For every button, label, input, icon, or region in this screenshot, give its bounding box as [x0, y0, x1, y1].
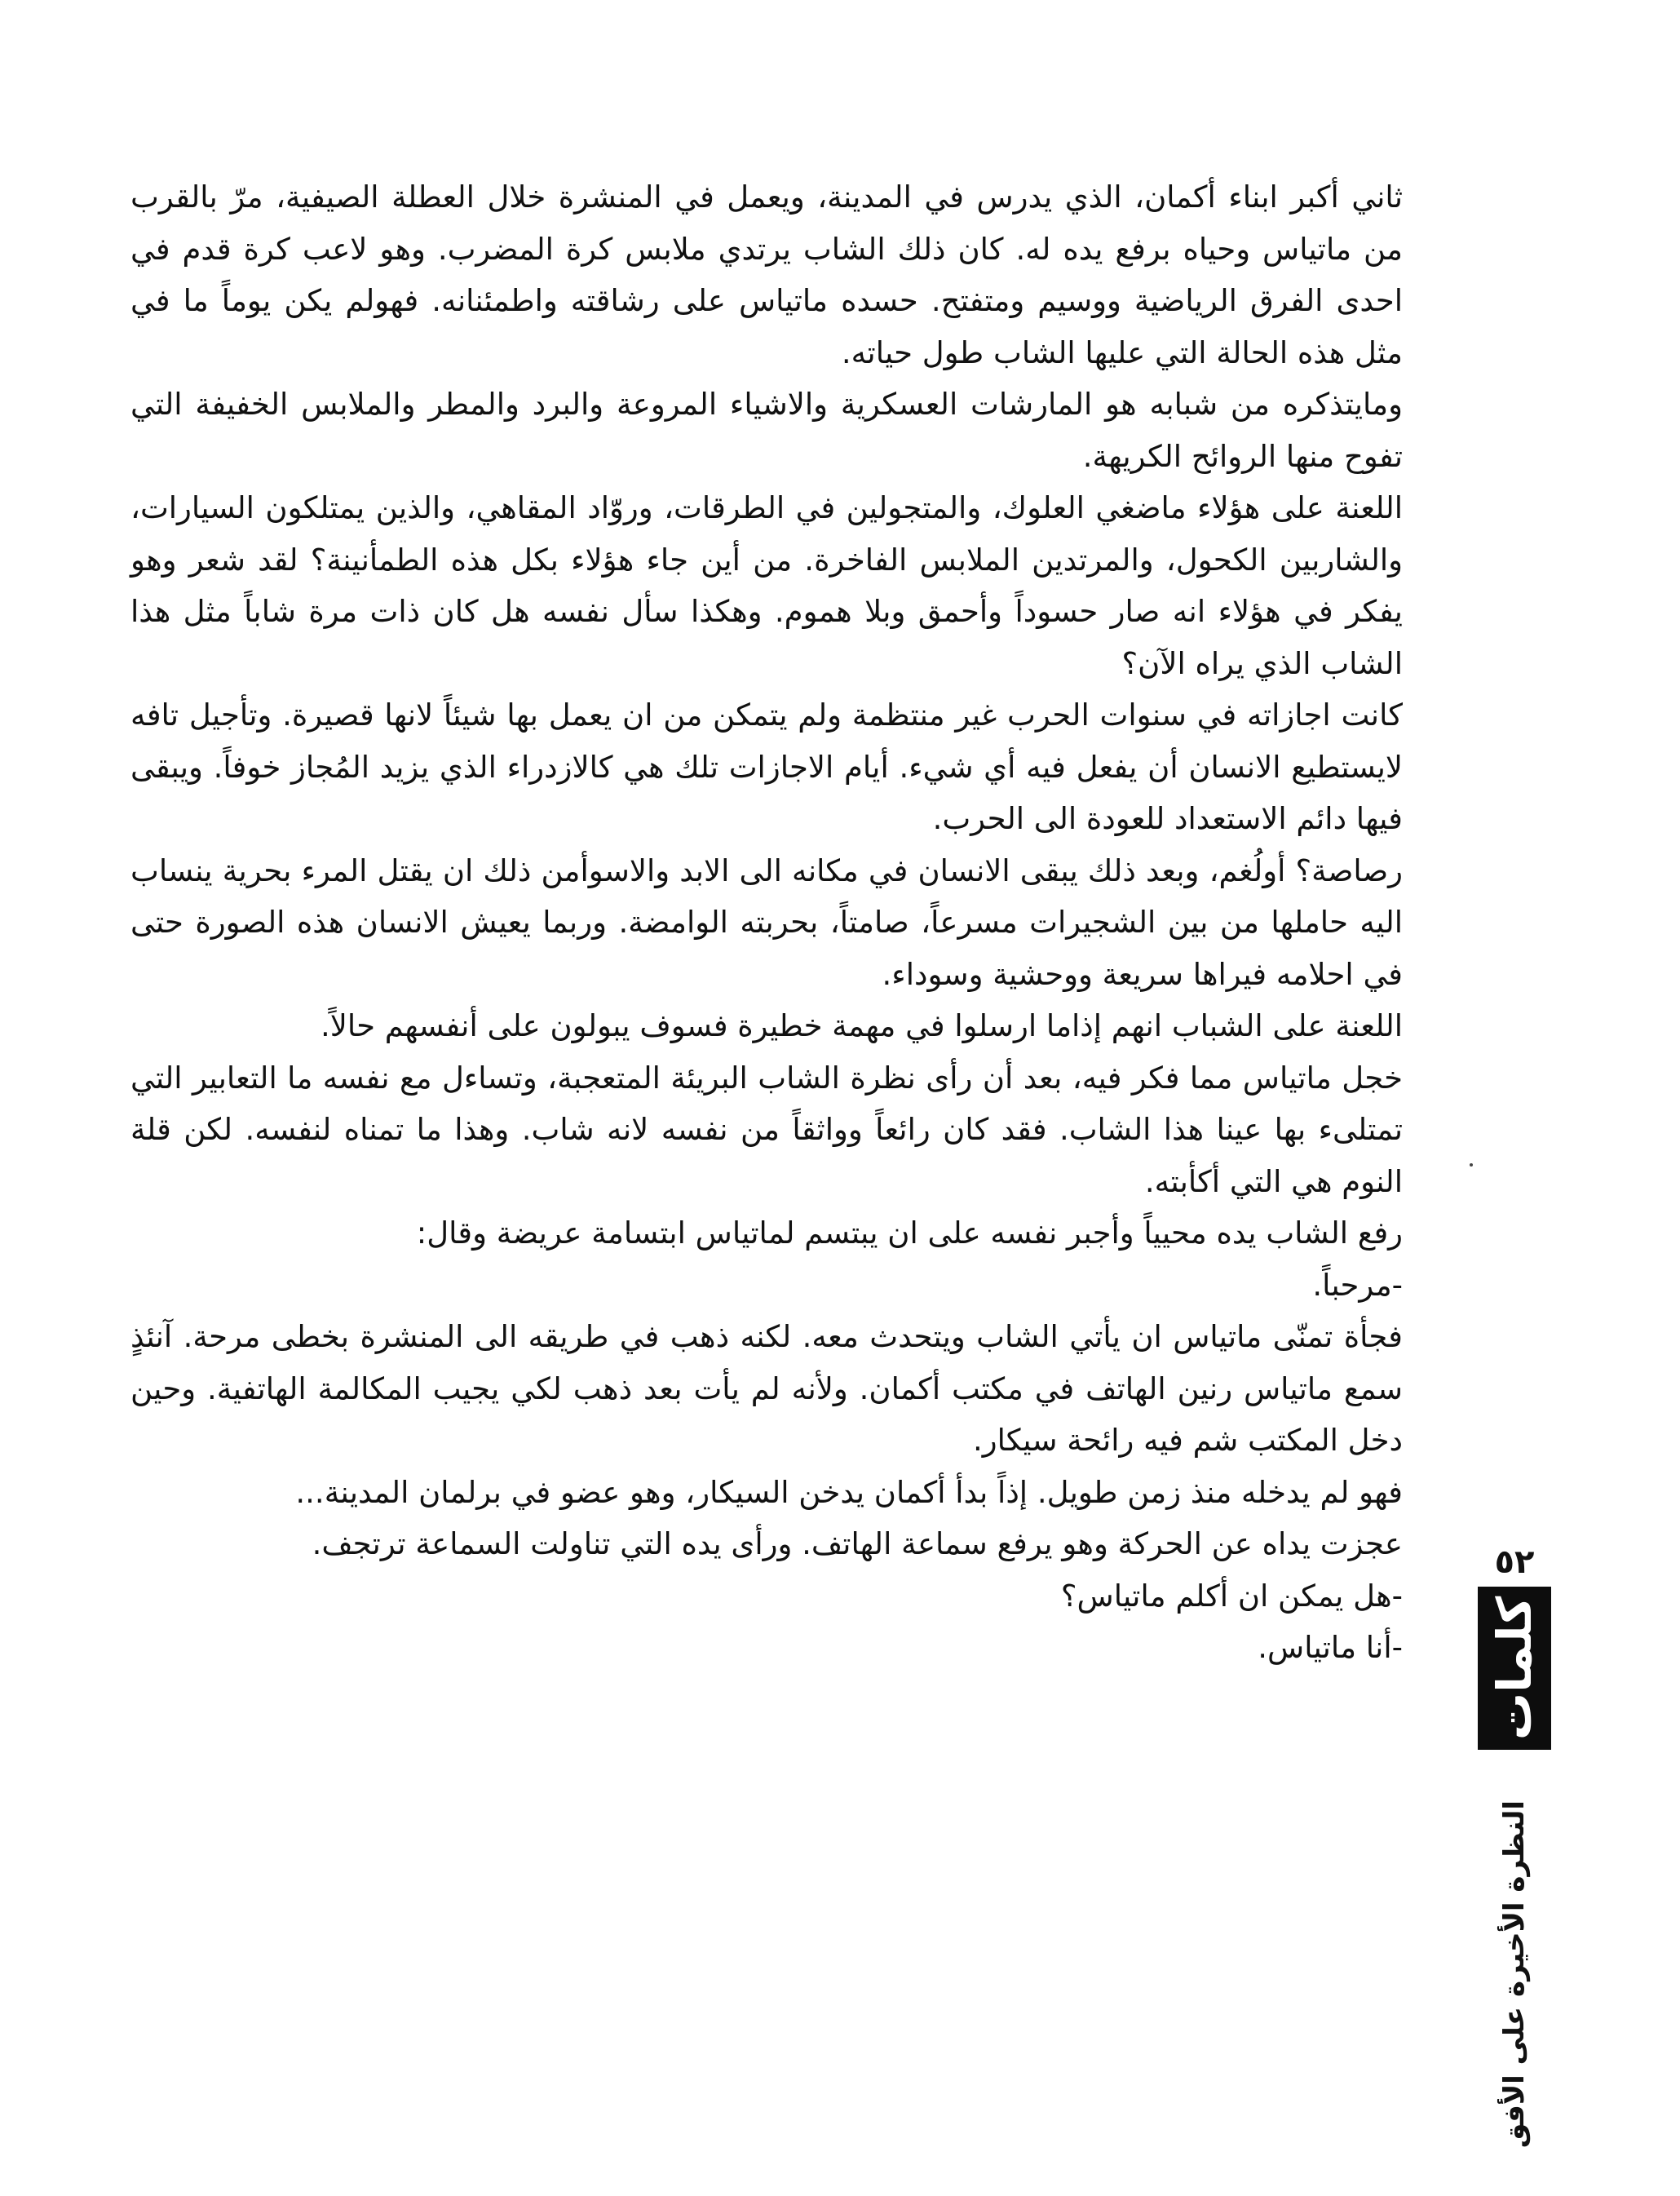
- paragraph-10: فهو لم يدخله منذ زمن طويل. إذاً بدأ أكمان يدخن السيكار، وهو عضو في برلمان المدينة...: [295, 1474, 1403, 1510]
- paragraph-7: خجل ماتياس مما فكر فيه، بعد أن رأى نظرة الشاب البريئة المتعجبة، وتساءل مع نفسه ما التعابير التي تمتلىء بها عينا هذا الشاب. فقد كان رائعاً وواثقاً من نفسه لانه شاب. وهذا ما تمناه لنفسه. لكن قلة النوم هي التي أكأبته.: [130, 1060, 1403, 1199]
- body-text: [130, 171, 1403, 1674]
- paragraph-4: كانت اجازاته في سنوات الحرب غير منتظمة ولم يتمكن من ان يعمل بها شيئاً لانها قصيرة. وتأجيل تافه لايستطيع الانسان أن يفعل فيه أي شيء. أيام الاجازات تلك هي كالازدراء الذي يزيد المُجاز خوفاً. ويبقى فيها دائم الاستعداد للعودة الى الحرب.: [130, 697, 1403, 836]
- paragraph-8: رفع الشاب يده محيياً وأجبر نفسه على ان يبتسم لماتياس ابتسامة عريضة وقال:: [416, 1215, 1403, 1251]
- paragraph-9: فجأة تمنّى ماتياس ان يأتي الشاب ويتحدث معه. لكنه ذهب في طريقه الى المنشرة بخطى مرحة. آنئذٍ سمع ماتياس رنين الهاتف في مكتب أكمان. ولأنه لم يأت بعد ذهب لكي يجيب المكالمة الهاتفية. وحين دخل المكتب شم فيه رائحة سيكار.: [130, 1319, 1403, 1458]
- margin-mark: [1470, 1163, 1473, 1167]
- paragraph-11: عجزت يداه عن الحركة وهو يرفع سماعة الهاتف. ورأى يده التي تناولت السماعة ترتجف.: [312, 1526, 1403, 1561]
- dialogue-line-1: -مرحباً.: [1312, 1267, 1403, 1303]
- paragraph-6: اللعنة على الشباب انهم إذاما ارسلوا في مهمة خطيرة فسوف يبولون على أنفسهم حالاً.: [321, 1008, 1403, 1043]
- page-number: ٥٢: [1494, 1543, 1535, 1581]
- paragraph-1: ثاني أكبر ابناء أكمان، الذي يدرس في المدينة، ويعمل في المنشرة خلال العطلة الصيفية، مرّ بالقرب من ماتياس وحياه برفع يده له. كان ذلك الشاب يرتدي ملابس كرة المضرب. وهو لاعب كرة قدم في احدى الفرق الرياضية ووسيم ومتفتح. حسده ماتياس على رشاقته واطمئنانه. فهولم يكن يوماً ما في مثل هذه الحالة التي عليها الشاب طول حياته.: [130, 179, 1403, 370]
- dialogue-line-2: -هل يمكن ان أكلم ماتياس؟: [1060, 1578, 1403, 1614]
- magazine-logo-text: كلمات: [1487, 1596, 1542, 1741]
- magazine-logo: [1478, 1587, 1551, 1750]
- dialogue-line-3: -أنا ماتياس.: [1258, 1630, 1403, 1665]
- running-title: النظرة الأخيرة على الأفق: [1498, 1800, 1531, 2149]
- paragraph-3: اللعنة على هؤلاء ماضغي العلوك، والمتجولين في الطرقات، وروّاد المقاهي، والذين يمتلكون السيارات، والشاربين الكحول، والمرتدين الملابس الفاخرة. من أين جاء هؤلاء بكل هذه الطمأنينة؟ لقد شعر وهو يفكر في هؤلاء انه صار حسوداً وأحمق وبلا هموم. وهكذا سأل نفسه هل كان ذات مرة شاباً مثل هذا الشاب الذي يراه الآن؟: [130, 490, 1403, 681]
- paragraph-5: رصاصة؟ أولُغم، وبعد ذلك يبقى الانسان في مكانه الى الابد والاسوأمن ذلك ان يقتل المرء بحرية ينساب اليه حاملها من بين الشجيرات مسرعاً، صامتاً، بحربته الوامضة. وربما يعيش الانسان هذه الصورة حتى في احلامه فيراها سريعة ووحشية وسوداء.: [130, 852, 1403, 992]
- paragraph-2: ومايتذكره من شبابه هو المارشات العسكرية والاشياء المروعة والبرد والمطر والملابس الخفيفة التي تفوح منها الروائح الكريهة.: [130, 387, 1403, 474]
